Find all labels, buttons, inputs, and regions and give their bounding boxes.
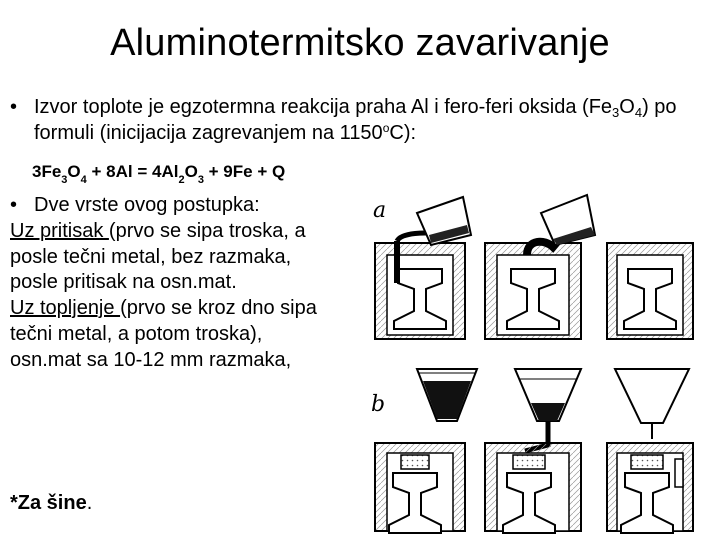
- svg-text:3Fe3O4 + 8Al = 4Al2O3 + 9Fe +: $3Fe_3O_4 + 8Al = 4Al_2O_3 + 9Fe + Q$: [32, 162, 286, 186]
- mould-a2: [485, 195, 595, 339]
- process-types-heading: Dve vrste ovog postupka:: [34, 194, 260, 216]
- crucible-b2: [485, 369, 581, 533]
- bullet-heat-source-text: Izvor toplote je egzotermna reakcija praha Al i fero-feri oksida $(Fe_3O_4)$ po formuli (inicijacija zagrevanjem na 1150$^o$C):: [34, 96, 677, 144]
- reaction-formula: [32, 153, 332, 189]
- pressure-text: (prvo se sipa troska, a posle tečni metal, bez razmaka, posle pritisak na osn.mat.: [10, 219, 306, 294]
- thermite-welding-diagram: [345, 183, 705, 535]
- bullet-dot: •: [10, 194, 18, 216]
- bullet-process-types: [10, 193, 330, 374]
- label-a: a: [373, 198, 387, 223]
- melting-label: Uz topljenje: [10, 297, 121, 320]
- slide-title: Aluminotermitsko zavarivanje: [110, 22, 610, 64]
- label-b: b: [371, 392, 386, 417]
- mould-a3: [607, 243, 693, 339]
- crucible-b1: [375, 369, 477, 533]
- bullet-dot: •: [10, 96, 18, 118]
- crucible-b3: [607, 369, 693, 533]
- process-pressure-item: [10, 219, 330, 296]
- melting-text: (prvo se kroz dno sipa tečni metal, a potom troska), osn.mat sa 10-12 mm razmaka,: [10, 297, 317, 371]
- mould-a1: [375, 197, 471, 339]
- pressure-label: Uz pritisak: [10, 219, 109, 242]
- rail-note: *Za šine.: [10, 492, 93, 514]
- process-melting-item: [10, 296, 330, 373]
- bullet-heat-source: [10, 94, 700, 146]
